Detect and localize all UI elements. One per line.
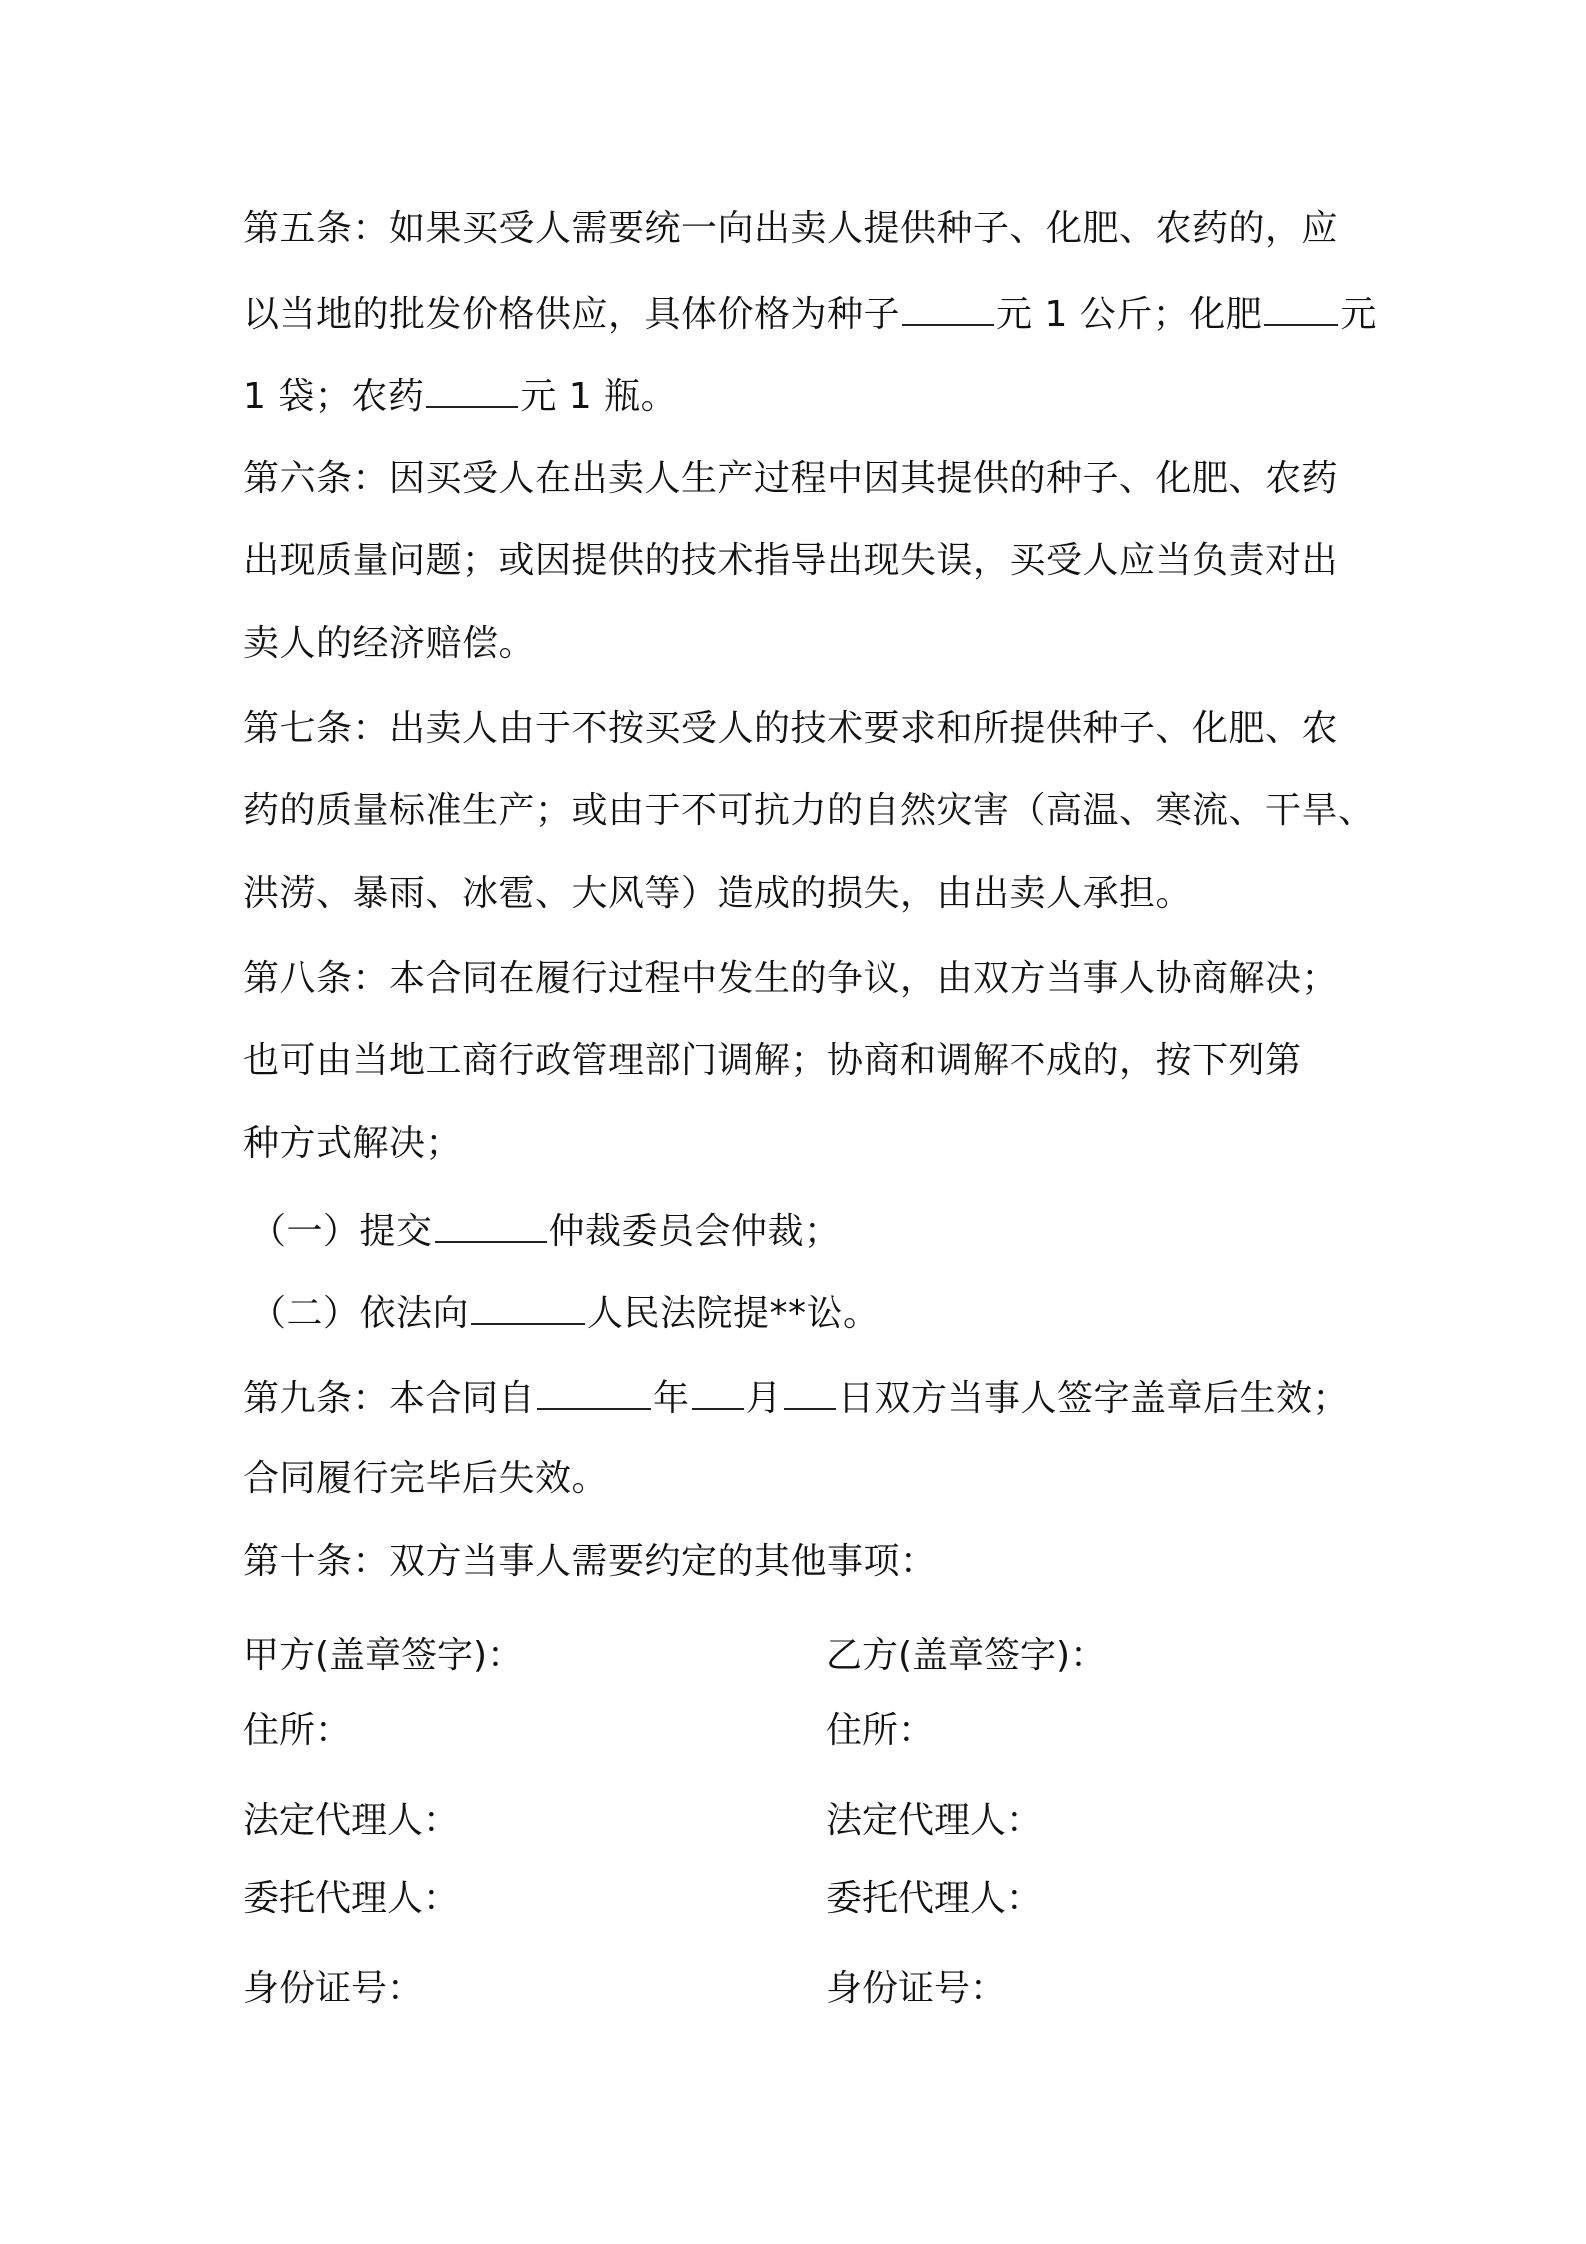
article-6-line-2 <box>243 537 1338 585</box>
article-8-text-2: 也可由当地工商行政管理部门调解；协商和调解不成的，按下列第 <box>243 1040 1302 1081</box>
article-5-text-1: 第五条：如果买受人需要统一向出卖人提供种子、化肥、农药的，应 <box>243 208 1339 249</box>
article-10-text-1: 第十条：双方当事人需要约定的其他事项： <box>243 1541 937 1582</box>
article-5-text-2c: 元 <box>1340 294 1377 335</box>
article-9-year-label: 年 <box>653 1378 690 1419</box>
article-6-line-1 <box>243 455 1338 503</box>
party-b-legal-rep-label: 法定代理人： <box>826 1800 1043 1841</box>
article-6-text-1: 第六条：因买受人在出卖人生产过程中因其提供的种子、化肥、农药 <box>243 458 1339 499</box>
article-9-text-2: 合同履行完毕后失效。 <box>243 1458 609 1499</box>
article-6-text-2: 出现质量问题；或因提供的技术指导出现失误，买受人应当负责对出 <box>243 540 1339 581</box>
article-9-line-1 <box>243 1372 1349 1423</box>
article-8-line-2 <box>243 1037 1302 1085</box>
party-b-id-label: 身份证号： <box>826 1968 1007 2009</box>
effective-day-blank[interactable] <box>784 1372 836 1410</box>
effective-month-blank[interactable] <box>692 1372 744 1410</box>
article-10-line-1 <box>243 1538 937 1586</box>
arbitration-committee-blank[interactable] <box>435 1205 547 1243</box>
article-8-text-1: 第八条：本合同在履行过程中发生的争议，由双方当事人协商解决； <box>243 958 1339 999</box>
party-b-agent-label: 委托代理人： <box>826 1878 1043 1919</box>
fertilizer-price-blank[interactable] <box>1264 288 1338 326</box>
party-a-id-label: 身份证号： <box>243 1968 424 2009</box>
effective-year-blank[interactable] <box>537 1372 651 1410</box>
option-1-text-a: （一）提交 <box>250 1211 433 1252</box>
article-9-line-2 <box>243 1455 608 1503</box>
option-1-text-b: 仲裁委员会仲裁； <box>548 1211 841 1252</box>
article-9-text-1d: 日双方当事人签字盖章后生效； <box>838 1378 1350 1419</box>
party-b-signature-label: 乙方(盖章签字)： <box>826 1635 1107 1676</box>
article-7-text-3: 洪涝、暴雨、冰雹、大风等）造成的损失，由出卖人承担。 <box>243 873 1193 914</box>
article-7-line-3 <box>243 870 1192 918</box>
article-8-option-2 <box>250 1287 880 1338</box>
article-5-text-2b: 元 1 公斤；化肥 <box>996 294 1263 335</box>
article-5-text-2a: 以当地的批发价格供应，具体价格为种子 <box>243 294 901 335</box>
article-7-text-2: 药的质量标准生产；或由于不可抗力的自然灾害（高温、寒流、干旱、 <box>243 790 1375 831</box>
article-5-text-3a: 1 袋；农药 <box>243 376 425 417</box>
party-b-address-label: 住所： <box>826 1710 935 1751</box>
option-2-text-b: 人民法院提**讼。 <box>587 1293 880 1334</box>
article-9-text-1a: 第九条：本合同自 <box>243 1378 536 1419</box>
article-8-line-1 <box>243 955 1338 1003</box>
article-8-text-3: 种方式解决； <box>243 1123 463 1164</box>
article-5-line-2 <box>243 288 1377 339</box>
pesticide-price-blank[interactable] <box>426 370 518 408</box>
article-6-text-3: 卖人的经济赔偿。 <box>243 623 536 664</box>
article-6-line-3 <box>243 620 535 668</box>
article-7-line-1 <box>243 705 1338 753</box>
article-9-month-label: 月 <box>745 1378 783 1419</box>
court-name-blank[interactable] <box>471 1287 585 1325</box>
party-a-legal-rep-label: 法定代理人： <box>243 1800 460 1841</box>
party-a-address-label: 住所： <box>243 1710 352 1751</box>
article-7-line-2 <box>243 787 1375 835</box>
party-a-agent-label: 委托代理人： <box>243 1878 460 1919</box>
article-5-line-3 <box>243 370 677 421</box>
article-8-line-3 <box>243 1120 462 1168</box>
article-5-text-3b: 元 1 瓶。 <box>520 376 678 417</box>
article-8-option-1 <box>250 1205 841 1256</box>
seed-price-blank[interactable] <box>902 288 994 326</box>
article-7-text-1: 第七条：出卖人由于不按买受人的技术要求和所提供种子、化肥、农 <box>243 708 1339 749</box>
party-a-signature-label: 甲方(盖章签字)： <box>243 1635 524 1676</box>
option-2-text-a: （二）依法向 <box>250 1293 470 1334</box>
article-5-line-1 <box>243 205 1338 253</box>
